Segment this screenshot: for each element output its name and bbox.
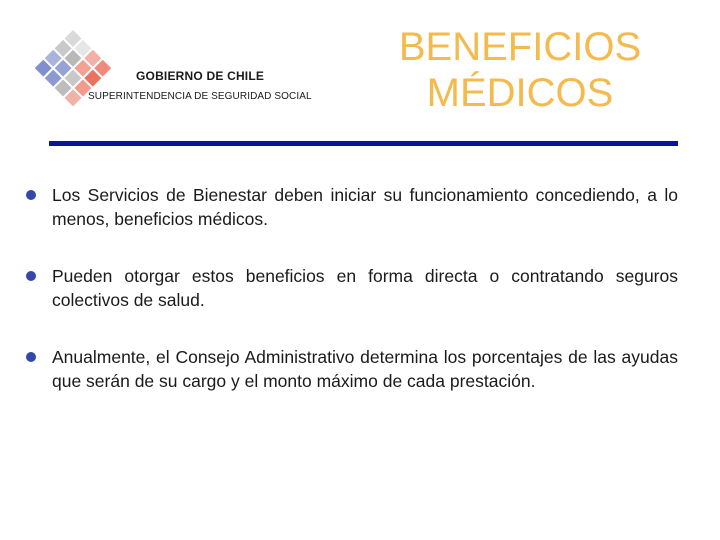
slide-title-line-2: MÉDICOS [426,71,614,115]
bullet-item [26,264,678,312]
bullet-list [26,183,678,393]
bullet-dot-icon [26,352,36,362]
bullet-item [26,183,678,231]
bullet-dot-icon [26,190,36,200]
bullet-text: Los Servicios de Bienestar deben iniciar su funcionamiento concediendo, a lo menos, beneficios médicos. [52,185,678,229]
bullet-text: Pueden otorgar estos beneficios en forma directa o contratando seguros colectivos de salud. [52,266,678,310]
bullet-dot-icon [26,271,36,281]
title-divider [49,141,678,146]
agency-name: SUPERINTENDENCIA DE SEGURIDAD SOCIAL [88,91,312,102]
bullet-text: Anualmente, el Consejo Administrativo determina los porcentajes de las ayudas que serán de su cargo y el monto máximo de cada prestación. [52,347,678,391]
slide-title [370,24,670,116]
government-logo [18,22,128,122]
bullet-item [26,345,678,393]
government-name: GOBIERNO DE CHILE [136,69,265,83]
slide-title-line-1: BENEFICIOS [398,25,642,69]
